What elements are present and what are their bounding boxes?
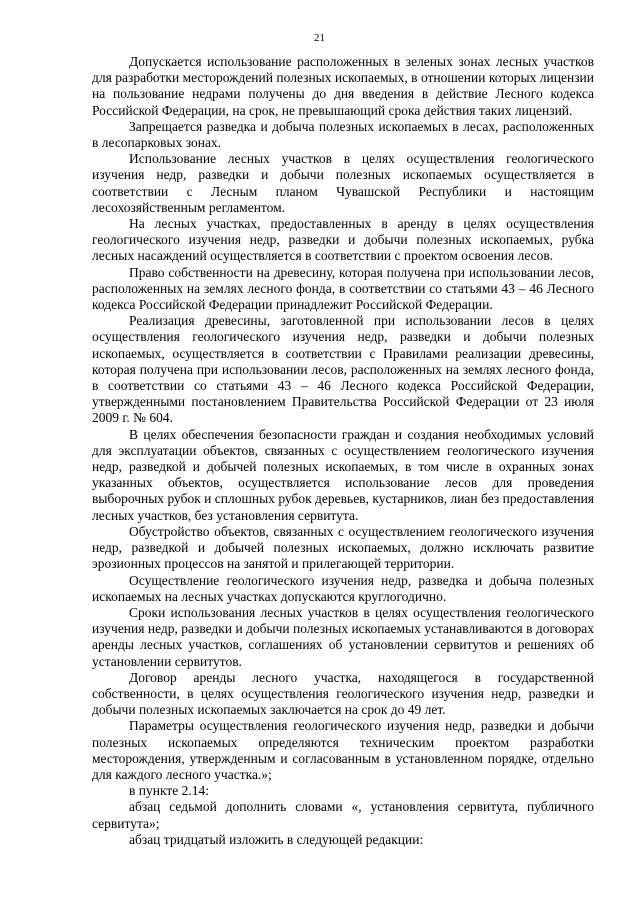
page-number: 21 [314, 32, 325, 44]
paragraph: Допускается использование расположенных в зеленых зонах лесных участков для разработки месторождений полезных ископаемых, в отношении которых лицензии на пользование недрами получены до дня введения в действие Лесного кодекса Российской Федерации, на срок, не превышающий срока действия таких лицензий. [92, 54, 594, 118]
paragraph: Договор аренды лесного участка, находящегося в государственной собственности, в целях осуществления геологического изучения недр, разведки и добычи полезных ископаемых заключается на срок до 49 лет. [92, 669, 594, 718]
paragraph: Реализация древесины, заготовленной при использовании лесов в целях осуществления геологического изучения недр, разведки и добычи полезных ископаемых, осуществляется в соответствии с Правилами реализации древесины, которая получена при использовании лесов, расположенных на землях лесного фонда, в соответствии со статьями 43 – 46 Лесного кодекса Российской Федерации, утвержденными постановлением Правительства Российской Федерации от 23 июля 2009 г. № 604. [92, 313, 594, 426]
document-body [92, 54, 594, 848]
paragraph: Осуществление геологического изучения недр, разведка и добыча полезных ископаемых на лесных участках допускаются круглогодично. [92, 572, 594, 604]
paragraph: абзац тридцатый изложить в следующей редакции: [129, 831, 424, 847]
paragraph: На лесных участках, предоставленных в аренду в целях осуществления геологического изучения недр, разведки и добычи полезных ископаемых, рубка лесных насаждений осуществляется в соответствии с проектом освоения лесов. [92, 216, 594, 264]
paragraph: абзац седьмой дополнить словами «, установления сервитута, публичного сервитута»; [92, 799, 594, 831]
paragraph: Обустройство объектов, связанных с осуществлением геологического изучения недр, разведкой и добычей полезных ископаемых, должно исключать развитие эрозионных процессов на занятой и прилегающей территории. [92, 523, 594, 572]
paragraph: Сроки использования лесных участков в целях осуществления геологического изучения недр, разведки и добычи полезных ископаемых устанавливаются в договорах аренды лесных участков, соглашениях об установлении сервитутов и решениях об установлении сервитутов. [92, 604, 594, 669]
paragraph: Использование лесных участков в целях осуществления геологического изучения недр, разведки и добычи полезных ископаемых осуществляется в соответствии с Лесным планом Чувашской Республики и настоящим лесохозяйственным регламентом. [92, 151, 594, 215]
paragraph: В целях обеспечения безопасности граждан и создания необходимых условий для эксплуатации объектов, связанных с осуществлением геологического изучения недр, разведкой и добычей полезных ископаемых, в том числе в охранных зонах указанных объектов, осуществляется использование лесов для проведения выборочных рубок и сплошных рубок деревьев, кустарников, лиан без предоставления лесных участков, без установления сервитута. [92, 426, 594, 523]
paragraph: Запрещается разведка и добыча полезных ископаемых в лесах, расположенных в лесопарковых зонах. [92, 118, 594, 151]
paragraph: Параметры осуществления геологического изучения недр, разведки и добычи полезных ископаемых определяются техническим проектом разработки месторождения, утвержденным и согласованным в установленном порядке, отдельно для каждого лесного участка.»; [92, 718, 594, 782]
paragraph: Право собственности на древесину, которая получена при использовании лесов, расположенных на землях лесного фонда, в соответствии со статьями 43 – 46 Лесного кодекса Российской Федерации принадлежит Российской Федерации. [92, 264, 594, 313]
paragraph: в пункте 2.14: [129, 783, 209, 799]
